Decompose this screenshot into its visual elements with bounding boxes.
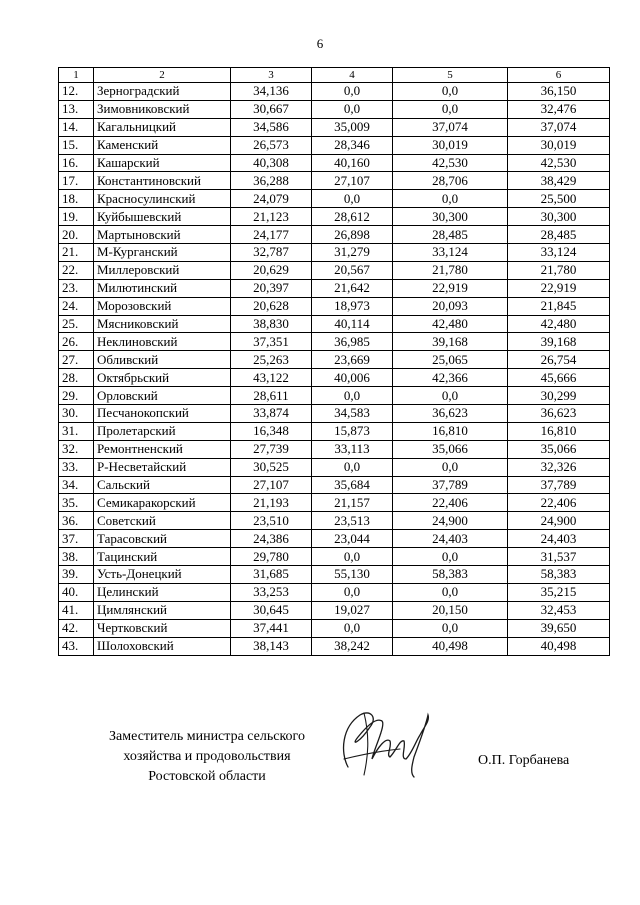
table-cell-col3: 23,510 [231, 512, 312, 530]
table-cell-col1: 24. [59, 297, 94, 315]
table-cell-col5: 42,366 [393, 369, 508, 387]
table-cell-col1: 35. [59, 494, 94, 512]
table-cell-col1: 26. [59, 333, 94, 351]
table-cell-col1: 38. [59, 548, 94, 566]
table-cell-col5: 58,383 [393, 566, 508, 584]
table-cell-col2: Обливский [94, 351, 231, 369]
table-cell-col5: 0,0 [393, 583, 508, 601]
table-cell-col5: 0,0 [393, 387, 508, 405]
header-cell-5: 5 [393, 68, 508, 83]
data-table [58, 67, 610, 656]
table-cell-col2: Орловский [94, 387, 231, 405]
table-cell-col4: 55,130 [312, 566, 393, 584]
table-cell-col1: 18. [59, 190, 94, 208]
table-cell-col6: 21,780 [508, 261, 610, 279]
table-row [59, 494, 610, 512]
table-cell-col2: Куйбышевский [94, 208, 231, 226]
table-cell-col5: 24,403 [393, 530, 508, 548]
table-cell-col5: 42,480 [393, 315, 508, 333]
table-cell-col6: 58,383 [508, 566, 610, 584]
table-cell-col2: Миллеровский [94, 261, 231, 279]
table-row [59, 315, 610, 333]
table-cell-col1: 22. [59, 261, 94, 279]
table-cell-col5: 39,168 [393, 333, 508, 351]
table-row [59, 83, 610, 101]
table-row [59, 154, 610, 172]
table-cell-col6: 24,900 [508, 512, 610, 530]
table-cell-col2: Цимлянский [94, 601, 231, 619]
table-cell-col2: Мартыновский [94, 226, 231, 244]
table-cell-col5: 30,300 [393, 208, 508, 226]
table-cell-col1: 30. [59, 405, 94, 423]
table-cell-col1: 19. [59, 208, 94, 226]
table-row [59, 244, 610, 262]
table-cell-col2: Р-Несветайский [94, 458, 231, 476]
table-cell-col4: 40,160 [312, 154, 393, 172]
table-row [59, 351, 610, 369]
table-cell-col1: 15. [59, 136, 94, 154]
table-cell-col6: 32,453 [508, 601, 610, 619]
table-cell-col2: Советский [94, 512, 231, 530]
table-cell-col6: 42,530 [508, 154, 610, 172]
table-cell-col5: 33,124 [393, 244, 508, 262]
table-cell-col6: 45,666 [508, 369, 610, 387]
table-row [59, 226, 610, 244]
table-cell-col6: 21,845 [508, 297, 610, 315]
table-cell-col2: М-Курганский [94, 244, 231, 262]
table-cell-col4: 0,0 [312, 387, 393, 405]
table-row [59, 261, 610, 279]
table-cell-col1: 21. [59, 244, 94, 262]
table-cell-col4: 40,114 [312, 315, 393, 333]
table-cell-col3: 37,441 [231, 619, 312, 637]
page-number: 6 [316, 36, 324, 51]
table-cell-col5: 28,706 [393, 172, 508, 190]
table-cell-col3: 29,780 [231, 548, 312, 566]
table-cell-col6: 30,300 [508, 208, 610, 226]
table-cell-col2: Семикаракорский [94, 494, 231, 512]
table-cell-col4: 35,684 [312, 476, 393, 494]
table-cell-col5: 0,0 [393, 100, 508, 118]
table-cell-col2: Чертковский [94, 619, 231, 637]
table-cell-col5: 21,780 [393, 261, 508, 279]
table-cell-col4: 34,583 [312, 405, 393, 423]
table-row [59, 208, 610, 226]
table-cell-col4: 15,873 [312, 422, 393, 440]
table-body [59, 83, 610, 656]
table-cell-col3: 26,573 [231, 136, 312, 154]
table-cell-col6: 36,623 [508, 405, 610, 423]
table-cell-col4: 21,157 [312, 494, 393, 512]
table-cell-col3: 28,611 [231, 387, 312, 405]
table-cell-col1: 14. [59, 118, 94, 136]
table-cell-col5: 22,406 [393, 494, 508, 512]
table-row [59, 405, 610, 423]
table-cell-col3: 20,629 [231, 261, 312, 279]
table-cell-col5: 40,498 [393, 637, 508, 655]
table-cell-col6: 31,537 [508, 548, 610, 566]
table-cell-col1: 36. [59, 512, 94, 530]
table-cell-col3: 38,143 [231, 637, 312, 655]
table-cell-col5: 42,530 [393, 154, 508, 172]
signer-position-line: Ростовской области [148, 769, 266, 784]
table-cell-col5: 24,900 [393, 512, 508, 530]
table-cell-col2: Неклиновский [94, 333, 231, 351]
table-cell-col2: Кагальницкий [94, 118, 231, 136]
table-cell-col1: 12. [59, 83, 94, 101]
table-cell-col3: 31,685 [231, 566, 312, 584]
header-cell-4: 4 [312, 68, 393, 83]
table-cell-col2: Ремонтненский [94, 440, 231, 458]
table-cell-col3: 34,136 [231, 83, 312, 101]
table-cell-col2: Октябрьский [94, 369, 231, 387]
signer-position-line: Заместитель министра сельского [109, 729, 305, 744]
table-cell-col3: 36,288 [231, 172, 312, 190]
table-cell-col4: 18,973 [312, 297, 393, 315]
table-cell-col2: Пролетарский [94, 422, 231, 440]
table-cell-col4: 28,612 [312, 208, 393, 226]
table-cell-col4: 38,242 [312, 637, 393, 655]
table-row [59, 601, 610, 619]
table-row [59, 548, 610, 566]
table-cell-col2: Кашарский [94, 154, 231, 172]
table-cell-col1: 39. [59, 566, 94, 584]
table-cell-col4: 40,006 [312, 369, 393, 387]
table-cell-col1: 41. [59, 601, 94, 619]
table-cell-col4: 23,513 [312, 512, 393, 530]
table-cell-col3: 43,122 [231, 369, 312, 387]
table-cell-col4: 36,985 [312, 333, 393, 351]
table-cell-col4: 27,107 [312, 172, 393, 190]
table-cell-col1: 23. [59, 279, 94, 297]
table-row [59, 118, 610, 136]
table-cell-col4: 31,279 [312, 244, 393, 262]
table-cell-col5: 36,623 [393, 405, 508, 423]
table-cell-col6: 38,429 [508, 172, 610, 190]
table-cell-col3: 33,874 [231, 405, 312, 423]
table-cell-col2: Зимовниковский [94, 100, 231, 118]
table-cell-col2: Тацинский [94, 548, 231, 566]
table-cell-col1: 42. [59, 619, 94, 637]
table-cell-col6: 16,810 [508, 422, 610, 440]
table-cell-col3: 21,123 [231, 208, 312, 226]
table-cell-col2: Морозовский [94, 297, 231, 315]
table-cell-col4: 0,0 [312, 83, 393, 101]
table-cell-col1: 37. [59, 530, 94, 548]
table-cell-col1: 16. [59, 154, 94, 172]
table-cell-col2: Целинский [94, 583, 231, 601]
table-cell-col5: 25,065 [393, 351, 508, 369]
table-cell-col1: 28. [59, 369, 94, 387]
table-cell-col3: 40,308 [231, 154, 312, 172]
table-cell-col2: Константиновский [94, 172, 231, 190]
table-row [59, 422, 610, 440]
table-cell-col6: 26,754 [508, 351, 610, 369]
table-row [59, 440, 610, 458]
header-cell-6: 6 [508, 68, 610, 83]
table-cell-col6: 42,480 [508, 315, 610, 333]
table-cell-col1: 31. [59, 422, 94, 440]
table-header [59, 68, 610, 83]
table-cell-col1: 32. [59, 440, 94, 458]
table-cell-col5: 35,066 [393, 440, 508, 458]
table-cell-col1: 34. [59, 476, 94, 494]
table-cell-col3: 33,253 [231, 583, 312, 601]
table-cell-col2: Тарасовский [94, 530, 231, 548]
table-cell-col2: Милютинский [94, 279, 231, 297]
table-cell-col6: 22,919 [508, 279, 610, 297]
header-cell-2: 2 [94, 68, 231, 83]
table-cell-col6: 37,074 [508, 118, 610, 136]
table-cell-col3: 24,177 [231, 226, 312, 244]
table-cell-col4: 35,009 [312, 118, 393, 136]
table-cell-col5: 22,919 [393, 279, 508, 297]
table-cell-col5: 0,0 [393, 619, 508, 637]
table-cell-col1: 25. [59, 315, 94, 333]
table-cell-col4: 23,669 [312, 351, 393, 369]
table-cell-col3: 27,107 [231, 476, 312, 494]
table-cell-col3: 20,628 [231, 297, 312, 315]
table-cell-col5: 20,150 [393, 601, 508, 619]
table-cell-col3: 30,645 [231, 601, 312, 619]
table-cell-col2: Шолоховский [94, 637, 231, 655]
signer-position [72, 727, 342, 787]
table-cell-col2: Красносулинский [94, 190, 231, 208]
table-cell-col3: 34,586 [231, 118, 312, 136]
table-cell-col5: 0,0 [393, 548, 508, 566]
table-cell-col1: 29. [59, 387, 94, 405]
table-cell-col4: 21,642 [312, 279, 393, 297]
table-row [59, 190, 610, 208]
table-row [59, 369, 610, 387]
table-row [59, 297, 610, 315]
table-cell-col4: 26,898 [312, 226, 393, 244]
table-row [59, 279, 610, 297]
table-cell-col1: 43. [59, 637, 94, 655]
table-cell-col4: 0,0 [312, 458, 393, 476]
table-row [59, 512, 610, 530]
table-cell-col5: 30,019 [393, 136, 508, 154]
table-cell-col5: 0,0 [393, 190, 508, 208]
table-cell-col5: 37,074 [393, 118, 508, 136]
table-row [59, 387, 610, 405]
table-cell-col4: 0,0 [312, 619, 393, 637]
table-cell-col3: 20,397 [231, 279, 312, 297]
table-cell-col6: 39,650 [508, 619, 610, 637]
table-cell-col2: Мясниковский [94, 315, 231, 333]
table-row [59, 458, 610, 476]
table-cell-col2: Усть-Донецкий [94, 566, 231, 584]
table-cell-col3: 30,667 [231, 100, 312, 118]
table-cell-col2: Каменский [94, 136, 231, 154]
table-cell-col3: 16,348 [231, 422, 312, 440]
table-cell-col2: Зерноградский [94, 83, 231, 101]
table-cell-col4: 23,044 [312, 530, 393, 548]
table-cell-col4: 0,0 [312, 190, 393, 208]
table-cell-col6: 39,168 [508, 333, 610, 351]
table-cell-col6: 35,066 [508, 440, 610, 458]
table-cell-col1: 20. [59, 226, 94, 244]
table-cell-col4: 33,113 [312, 440, 393, 458]
table-cell-col1: 17. [59, 172, 94, 190]
table-cell-col6: 25,500 [508, 190, 610, 208]
table-cell-col4: 0,0 [312, 583, 393, 601]
table-cell-col4: 0,0 [312, 100, 393, 118]
table-cell-col5: 28,485 [393, 226, 508, 244]
signer-name: О.П. Горбанева [478, 753, 570, 768]
table-cell-col6: 24,403 [508, 530, 610, 548]
header-cell-3: 3 [231, 68, 312, 83]
table-cell-col6: 37,789 [508, 476, 610, 494]
table-cell-col5: 20,093 [393, 297, 508, 315]
table-cell-col1: 13. [59, 100, 94, 118]
table-cell-col4: 0,0 [312, 548, 393, 566]
table-cell-col6: 33,124 [508, 244, 610, 262]
table-cell-col6: 32,326 [508, 458, 610, 476]
table-row [59, 476, 610, 494]
table-cell-col6: 35,215 [508, 583, 610, 601]
table-cell-col3: 32,787 [231, 244, 312, 262]
table-row [59, 172, 610, 190]
table-cell-col3: 38,830 [231, 315, 312, 333]
table-cell-col3: 24,386 [231, 530, 312, 548]
table-cell-col5: 0,0 [393, 83, 508, 101]
table-cell-col3: 24,079 [231, 190, 312, 208]
table-cell-col3: 21,193 [231, 494, 312, 512]
table-cell-col3: 27,739 [231, 440, 312, 458]
table-cell-col2: Песчанокопский [94, 405, 231, 423]
table-cell-col4: 20,567 [312, 261, 393, 279]
table-row [59, 637, 610, 655]
table-row [59, 566, 610, 584]
signer-position-line: хозяйства и продовольствия [123, 749, 291, 764]
table-cell-col6: 32,476 [508, 100, 610, 118]
table-cell-col6: 28,485 [508, 226, 610, 244]
table-cell-col2: Сальский [94, 476, 231, 494]
table-row [59, 136, 610, 154]
table-header-row [59, 68, 610, 83]
table-cell-col5: 16,810 [393, 422, 508, 440]
table-cell-col5: 37,789 [393, 476, 508, 494]
table-row [59, 100, 610, 118]
table-row [59, 583, 610, 601]
table-cell-col5: 0,0 [393, 458, 508, 476]
table-cell-col4: 28,346 [312, 136, 393, 154]
header-cell-1: 1 [59, 68, 94, 83]
table-row [59, 530, 610, 548]
table-cell-col1: 27. [59, 351, 94, 369]
table-cell-col4: 19,027 [312, 601, 393, 619]
table-cell-col6: 22,406 [508, 494, 610, 512]
table-cell-col1: 40. [59, 583, 94, 601]
table-row [59, 619, 610, 637]
table-cell-col6: 30,019 [508, 136, 610, 154]
table-cell-col6: 40,498 [508, 637, 610, 655]
table-cell-col6: 30,299 [508, 387, 610, 405]
table-cell-col3: 37,351 [231, 333, 312, 351]
handwritten-signature [330, 697, 440, 787]
table-cell-col1: 33. [59, 458, 94, 476]
table-row [59, 333, 610, 351]
table-cell-col3: 30,525 [231, 458, 312, 476]
table-cell-col6: 36,150 [508, 83, 610, 101]
table-cell-col3: 25,263 [231, 351, 312, 369]
